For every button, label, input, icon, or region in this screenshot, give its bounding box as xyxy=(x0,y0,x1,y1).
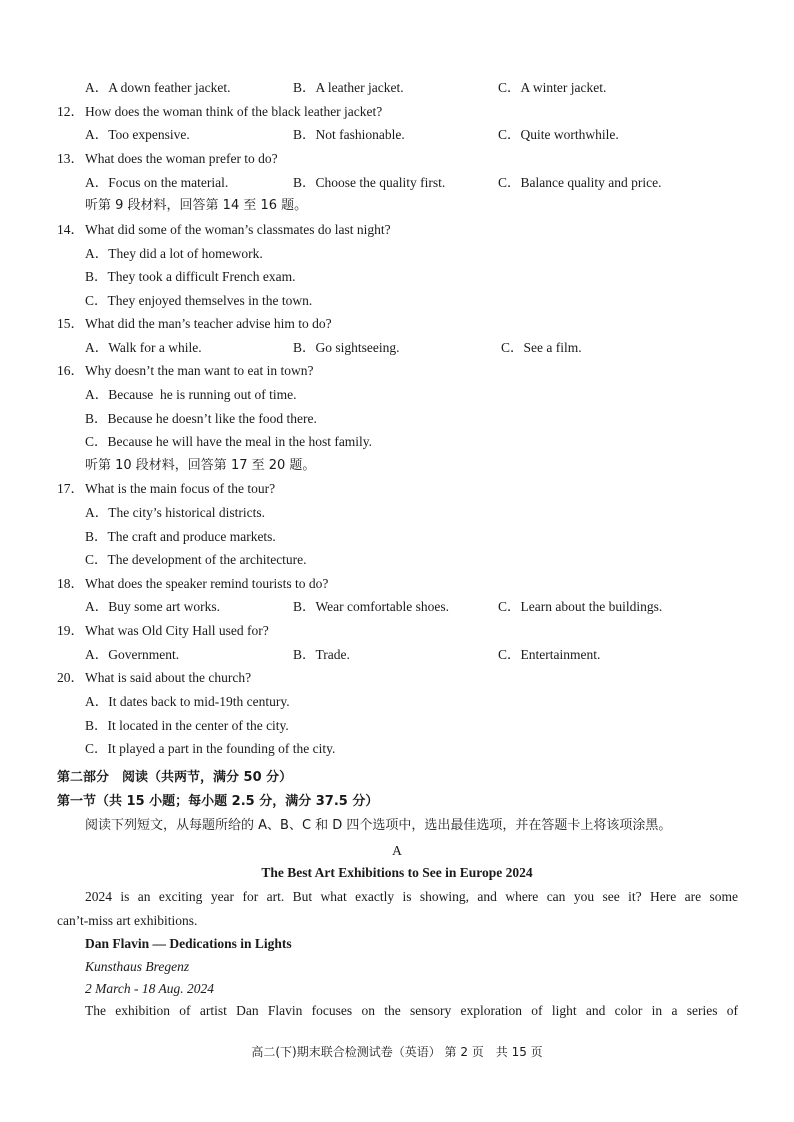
q17-number: 17． xyxy=(57,481,84,496)
q11-option-b: B．A leather jacket. xyxy=(293,80,404,95)
q18-number: 18． xyxy=(57,576,84,591)
q12-option-c: C．Quite worthwhile. xyxy=(498,127,619,142)
reading-instructions: 阅读下列短文，从每题所给的 A、B、C 和 D 四个选项中，选出最佳选项，并在答题卡上将该项涂黑。 xyxy=(85,818,672,833)
q13-stem: What does the woman prefer to do? xyxy=(85,151,278,166)
q18-option-c: C．Learn about the buildings. xyxy=(498,599,663,614)
q20-stem: What is said about the church? xyxy=(85,670,252,685)
q15-option-a: A．Walk for a while. xyxy=(85,340,202,355)
q19-number: 19． xyxy=(57,623,84,638)
q14-number: 14． xyxy=(57,222,84,237)
q15-stem: What did the man’s teacher advise him to do? xyxy=(85,316,332,331)
q13-option-b: B．Choose the quality first. xyxy=(293,175,446,190)
exhibit-title: Dan Flavin — Dedications in Lights xyxy=(85,936,292,951)
q16-option-b: B．Because he doesn’t like the food there. xyxy=(85,411,317,426)
q19-option-a: A．Government. xyxy=(85,647,180,662)
q14-stem: What did some of the woman’s classmates do last night? xyxy=(85,222,391,237)
q19-stem: What was Old City Hall used for? xyxy=(85,623,269,638)
q16-option-c: C．Because he will have the meal in the host family. xyxy=(85,434,373,449)
q19-option-c: C．Entertainment. xyxy=(498,647,601,662)
q14-option-a: A．They did a lot of homework. xyxy=(85,246,263,261)
q15-number: 15． xyxy=(57,316,84,331)
exhibit-description: The exhibition of artist Dan Flavin focuses on the sensory exploration of light and color in a series of xyxy=(85,1003,738,1018)
q12-option-a: A．Too expensive. xyxy=(85,127,190,142)
q19-option-b: B．Trade. xyxy=(293,647,350,662)
section1-heading: 第一节（共 15 小题；每小题 2.5 分，满分 37.5 分） xyxy=(57,794,379,809)
q11-option-c: C．A winter jacket. xyxy=(498,80,607,95)
q13-option-c: C．Balance quality and price. xyxy=(498,175,662,190)
q13-option-a: A．Focus on the material. xyxy=(85,175,229,190)
q12-option-b: B．Not fashionable. xyxy=(293,127,405,142)
q15-option-b: B．Go sightseeing. xyxy=(293,340,400,355)
q13-number: 13． xyxy=(57,151,84,166)
passage-intro-line2: can’t-miss art exhibitions. xyxy=(57,913,198,928)
q16-option-a: A．Because he is running out of time. xyxy=(85,387,297,402)
page-footer: 高二(下)期末联合检测试卷（英语） 第 2 页 共 15 页 xyxy=(251,1045,543,1059)
q17-option-c: C．The development of the architecture. xyxy=(85,552,307,567)
q14-option-c: C．They enjoyed themselves in the town. xyxy=(85,293,313,308)
q16-stem: Why doesn’t the man want to eat in town? xyxy=(85,363,314,378)
part2-heading: 第二部分 阅读（共两节，满分 50 分） xyxy=(57,770,293,785)
q18-stem: What does the speaker remind tourists to do? xyxy=(85,576,329,591)
q14-option-b: B．They took a difficult French exam. xyxy=(85,269,296,284)
material-9-instruction: 听第 9 段材料，回答第 14 至 16 题。 xyxy=(85,198,308,213)
material-10-instruction: 听第 10 段材料，回答第 17 至 20 题。 xyxy=(85,458,316,473)
q17-option-a: A．The city’s historical districts. xyxy=(85,505,265,520)
exhibit-dates: 2 March - 18 Aug. 2024 xyxy=(85,981,214,996)
q20-option-c: C．It played a part in the founding of the city. xyxy=(85,741,336,756)
q12-number: 12． xyxy=(57,104,84,119)
q17-option-b: B．The craft and produce markets. xyxy=(85,529,276,544)
passage-intro-line1: 2024 is an exciting year for art. But what exactly is showing, and where can you see it? Here are some xyxy=(85,889,738,904)
q11-option-a: A．A down feather jacket. xyxy=(85,80,231,95)
q18-option-a: A．Buy some art works. xyxy=(85,599,220,614)
q17-stem: What is the main focus of the tour? xyxy=(85,481,276,496)
passage-letter: A xyxy=(392,843,402,858)
q12-stem: How does the woman think of the black leather jacket? xyxy=(85,104,383,119)
q20-number: 20． xyxy=(57,670,84,685)
q20-option-b: B．It located in the center of the city. xyxy=(85,718,289,733)
q20-option-a: A．It dates back to mid-19th century. xyxy=(85,694,290,709)
exhibit-venue: Kunsthaus Bregenz xyxy=(85,959,190,974)
q16-number: 16． xyxy=(57,363,84,378)
q15-option-c: C．See a film. xyxy=(501,340,582,355)
q18-option-b: B．Wear comfortable shoes. xyxy=(293,599,449,614)
passage-title: The Best Art Exhibitions to See in Europe 2024 xyxy=(261,865,533,880)
